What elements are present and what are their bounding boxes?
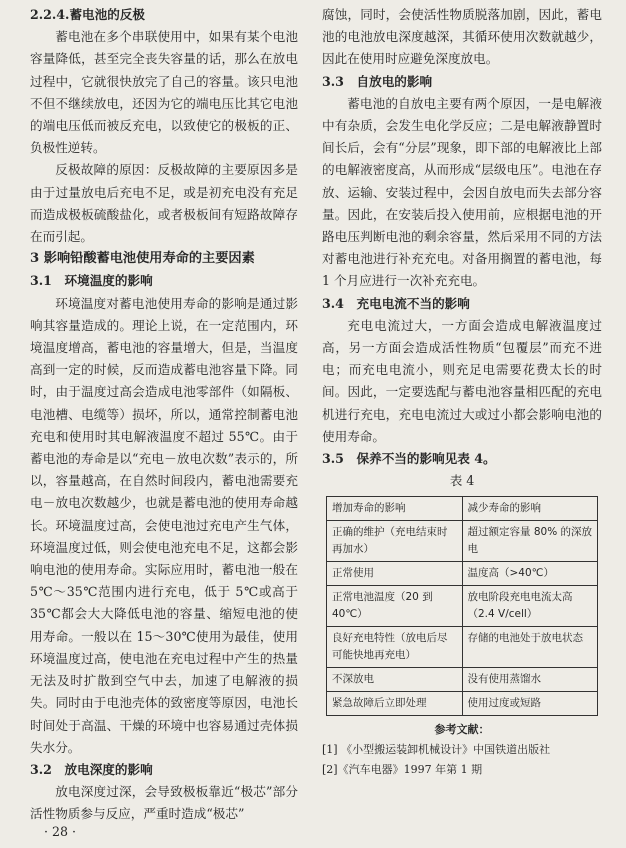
table-caption: 表 4 [449, 473, 475, 489]
table-row [327, 562, 598, 586]
table-row [327, 521, 598, 562]
table-row [327, 627, 598, 668]
paragraph: 充电电流过大，一方面会造成电解液温度过高，另一方面会造成活性物质“包覆层”而充不进电；而充电电流小，则充足电需要花费太长的时间。因此，一定要选配与蓄电池容量相匹配的充电机进行充电，充电电流过大或过小都会影响电池的使用寿命。 [322, 317, 602, 444]
heading-3-3: 3.3 自放电的影响 [322, 73, 433, 89]
references-title: 参考文献： [434, 723, 490, 737]
heading-2-2-4: 2.2.4.蓄电池的反极 [30, 7, 146, 22]
table-row [327, 586, 598, 627]
references [322, 720, 602, 780]
heading-3-4: 3.4 充电电流不当的影响 [322, 295, 470, 311]
table-header-row [327, 497, 598, 521]
table-cell: 正确的维护（充电结束时再加水） [327, 521, 463, 562]
heading-3-5: 3.5 保养不当的影响见表 4。 [322, 451, 496, 467]
table-cell: 超过额定容量 80% 的深放电 [462, 521, 598, 562]
paragraph: 环境温度对蓄电池使用寿命的影响是通过影响其容量造成的。理论上说，在一定范围内，环境温度增高，蓄电池的容量增大，但是，当温度高到一定的时候，反而造成蓄电池容量下降。同时，由于温度过高会造成电池零部件（如隔板、电池槽、电缆等）损坏，所以，通常控制蓄电池充电和使用时其电解液温度不超过 55℃。由于蓄电池的寿命是以“充电－放电次数”表示的，所以，容量越高，在自然时间段内，蓄电池需要充电－放电次数越少，也就是蓄电池的使用寿命越长。环境温度过高，会使电池过充电产生气体，环境温度过低，则会使电池充电不足，这都会影响电池的使用寿命。实际应用时，蓄电池一般在 5℃～35℃范围内进行充电，低于 5℃或高于 35℃都会大大降低电池的容量、缩短电池的使用寿命。一般以在 15～30℃使用为最佳，使用环境温度过高，使电池在充电过程中产生的热量无法及时扩散到空气中去，加速了电解液的损失。同时由于电池壳体的致密度等原因，电池长时间处于高温、干燥的环境中也容易通过壳体损失水分。 [30, 295, 298, 755]
table-cell: 正常电池温度（20 到 40℃） [327, 586, 463, 627]
left-column [30, 4, 298, 826]
table-cell: 不深放电 [327, 668, 463, 692]
table-cell: 使用过度或短路 [462, 692, 598, 716]
paragraph-continued: 腐蚀，同时，会使活性物质脱落加剧，因此，蓄电池的电池放电深度越深，其循环使用次数就越少，因此在使用时应避免深度放电。 [322, 7, 602, 67]
paragraph: 放电深度过深，会导致极板靠近“极芯”部分活性物质参与反应，严重时造成“极芯” [30, 784, 298, 822]
table-cell: 正常使用 [327, 562, 463, 586]
paragraph: 蓄电池在多个串联使用中，如果有某个电池容量降低，甚至完全丧失容量的话，那么在放电过程中，它就很快放完了自己的容量。该只电池不但不继续放电，还因为它的端电压比其它电池的端电压低而被反充电，以致使它的极板的正、负极性逆转。 [30, 29, 298, 156]
table-header-cell: 减少寿命的影响 [462, 497, 598, 521]
right-column [322, 4, 602, 780]
table-cell: 放电阶段充电电流太高（2.4 V/cell） [462, 586, 598, 627]
table-cell: 良好充电特性（放电后尽可能快地再充电） [327, 627, 463, 668]
page-number: · 28 · [44, 824, 77, 839]
section-heading-3: 3 影响铅酸蓄电池使用寿命的主要因素 [30, 251, 255, 267]
table-cell: 温度高（>40℃） [462, 562, 598, 586]
table-row [327, 668, 598, 692]
table-cell: 没有使用蒸馏水 [462, 668, 598, 692]
heading-3-2: 3.2 放电深度的影响 [30, 761, 153, 777]
reference-item: [1] 《小型搬运装卸机械设计》中国铁道出版社 [322, 743, 551, 757]
heading-3-1: 3.1 环境温度的影响 [30, 273, 153, 289]
reference-item: [2]《汽车电器》1997 年第 1 期 [322, 763, 483, 777]
table-cell: 紧急故障后立即处理 [327, 692, 463, 716]
maintenance-table [326, 496, 598, 716]
paragraph: 反极故障的原因：反极故障的主要原因多是由于过量放电后充电不足，或是初充电没有充足而造成极板硫酸盐化，或者极板间有短路故障存在而引起。 [30, 162, 298, 245]
paragraph: 蓄电池的自放电主要有两个原因，一是电解液中有杂质，会发生电化学反应；二是电解液静置时间长后，会有“分层”现象，即下部的电解液比上部的电解液密度高，从而形成“层级电压”。电池在存放、运输、安装过程中，会因自放电而失去部分容量。因此，在安装后投入使用前，应根据电池的开路电压判断电池的剩余容量，然后采用不同的方法对蓄电池进行补充充电。对备用搁置的蓄电池，每 1 个月应进行一次补充充电。 [322, 95, 602, 289]
table-cell: 存储的电池处于放电状态 [462, 627, 598, 668]
table-row [327, 692, 598, 716]
table-header-cell: 增加寿命的影响 [327, 497, 463, 521]
